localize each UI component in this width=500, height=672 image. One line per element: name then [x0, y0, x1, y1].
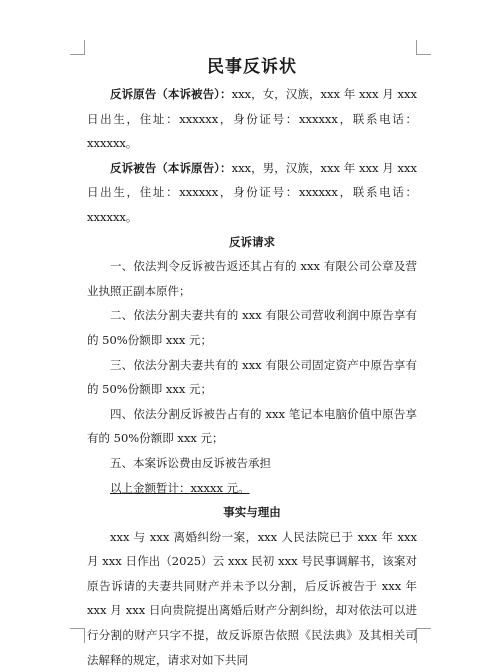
- document-body: [87, 54, 417, 672]
- claim-item-3: 三、依法分割夫妻共有的 xxx 有限公司固定资产中原告享有的 50%份额即 xxx 元；: [87, 357, 417, 397]
- defendant-info: xxx，男，汉族，xxx 年 xxx 月 xxx 日出生，住址：xxxxxx，身份证号：xxxxxx，联系电话：xxxxxx。: [87, 160, 417, 224]
- claim-item-4: 四、依法分割反诉被告占有的 xxx 笔记本电脑价值中原告享有的 50%份额即 xxx 元；: [87, 406, 417, 446]
- total-amount-paragraph: [87, 476, 417, 501]
- total-amount: 以上金额暂计：xxxxx 元。: [110, 480, 250, 495]
- facts-heading: 事实与理由: [223, 505, 281, 520]
- facts-paragraph: xxx 与 xxx 离婚纠纷一案，xxx 人民法院已于 xxx 年 xxx 月 xxx 日作出（2025）云 xxx 民初 xxx 号民事调解书，该案对原告诉请的夫妻共同财产并未予以分割，后反诉被告于 xxx 年 xxx 月 xxx 日向贵院提出离婚后财产分割纠纷，却对依法可以进行分割的财产只字不提，故反诉原告依照《民法典》及其相关司法解释的规定，请求对如下共同: [87, 529, 417, 667]
- defendant-label: 反诉被告（本诉原告）：: [110, 160, 232, 175]
- crop-mark-bottom-left: [70, 628, 85, 643]
- plaintiff-info: xxx，女，汉族，xxx 年 xxx 月 xxx 日出生，住址：xxxxxx，身份证号：xxxxxx，联系电话：xxxxxx。: [87, 87, 417, 151]
- plaintiff-label: 反诉原告（本诉被告）：: [110, 87, 232, 101]
- claims-heading: 反诉请求: [229, 234, 275, 249]
- defendant-paragraph: [87, 156, 417, 230]
- crop-mark-top-right: [416, 40, 431, 55]
- claim-item-2: 二、依法分割夫妻共有的 xxx 有限公司营收利润中原告享有的 50%份额即 xxx 元；: [87, 308, 417, 347]
- claim-item-1: 一、依法判令反诉被告返还其占有的 xxx 有限公司公章及营业执照正副本原件；: [87, 259, 417, 298]
- crop-mark-top-left: [70, 40, 85, 55]
- crop-mark-bottom-right: [416, 628, 431, 643]
- claim-item-5: 五、本案诉讼费由反诉被告承担: [110, 455, 271, 470]
- document-title: 民事反诉状: [207, 57, 297, 77]
- plaintiff-paragraph: [87, 82, 417, 156]
